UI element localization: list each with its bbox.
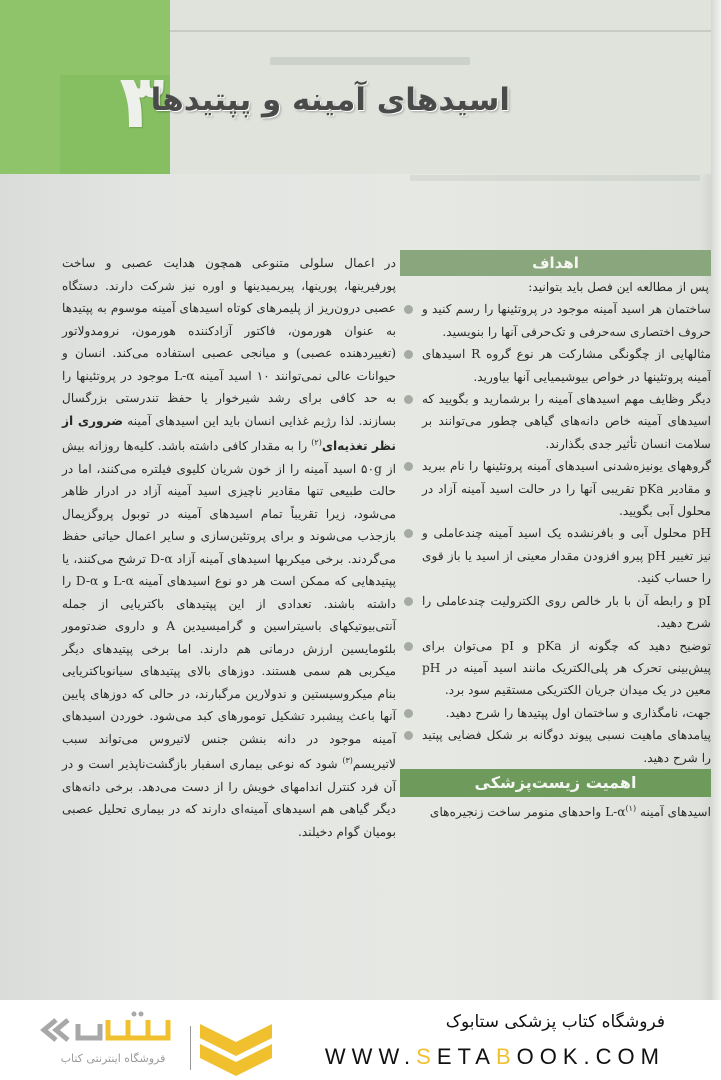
bullet-icon	[404, 597, 413, 606]
bullet-icon	[404, 731, 413, 740]
emphasis-term: ضروری از نظر تغذیه‌ای	[62, 413, 396, 454]
paragraph-text: در اعمال سلولی متنوعی همچون هدایت عصبی و ساخت پورفیرینها، پورینها، پیریمیدینها و اوره نیز شرکت دارند. دستگاه عصبی درون‌ریز از پلیمرهای کوتاه اسیدهای آمینه موسوم به پپتیدها به عنوان هورمون، فاکتور آزادکننده هورمون، نرومدولاتور (تغییردهنده عصبی) و میانجی عصبی استفاده می‌کند. انسان و حیوانات عالی نمی‌توانند ۱۰ اسید آمینه L-α موجود در پروتئینها را به حد کافی برای رشد شیرخوار یا حفظ تندرستی بزرگسال بسازند. لذا رژیم غذایی انسان باید این اسیدهای آمینه	[62, 256, 397, 428]
objective-item: pH محلول آبی و بافرنشده یک اسید آمینه چندعاملی و نیز تغییر pH پیرو افزودن مقدار معینی از اسید یا باز قوی را حساب کنید.	[400, 522, 711, 589]
store-banner	[0, 1000, 721, 1080]
bullet-icon	[404, 709, 413, 718]
bullet-icon	[404, 395, 413, 404]
page-edge	[711, 0, 721, 1000]
bullet-icon	[404, 305, 413, 314]
biomedical-text: اسیدهای آمینه $L-\alpha^{(۱)}$ واحدهای منومر ساخت زنجیره‌های	[429, 803, 711, 819]
chapter-number-block	[0, 0, 170, 174]
objective-item: مثالهایی از چگونگی مشارکت هر نوع گروه R اسیدهای آمینه پروتئینها در خواص بیوشیمیایی آنها بیاورید.	[400, 343, 711, 388]
logo-tagline: فروشگاه اینترنتی کتاب	[60, 1052, 166, 1065]
objective-item: توضیح دهید که چگونه از pKa و pI می‌توان برای پیش‌بینی تحرک هر پلی‌الکتریک مانند اسید آمینه در pH معین در یک میدان جریان الکتریکی مستقیم سود برد.	[400, 635, 711, 702]
header-divider	[170, 30, 711, 32]
bullet-icon	[404, 350, 413, 359]
objective-item: دیگر وظایف مهم اسیدهای آمینه را برشمارید و بگویید که اسیدهای آمینه خاص دانه‌های گیاهی چطور می‌توانند بر سلامت انسان تأثیر جدی بگذارند.	[400, 388, 711, 455]
objectives-column	[400, 250, 711, 823]
objectives-list	[400, 298, 711, 769]
objective-item: گروههای یونیزه‌شدنی اسیدهای آمینه پروتئینها را نام ببرید و مقادیر pKa تقریبی آنها را در حالت اسید آمینه آزاد در محلول آبی بگویید.	[400, 455, 711, 522]
bleed-through-text	[410, 175, 700, 181]
footnote-marker: (۳)	[342, 756, 353, 766]
paragraph-text: شود که نوعی بیماری اسفبار بازگشت‌ناپذیر است و در آن فرد کنترل اندامهای خویش را از دست می‌دهد. برخی دانه‌های دیگر گیاهی هم اسیدهای آمینه‌ای دارند که در بیماری تحلیل عصبی بومیان گوام دخیلند.	[62, 757, 396, 839]
bullet-icon	[404, 529, 413, 538]
objectives-heading: اهداف	[400, 250, 711, 276]
objective-item: پیامدهای ماهیت نسبی پیوند دوگانه بر شکل فضایی پپتید را شرح دهید.	[400, 724, 711, 769]
setabook-logo[interactable]	[38, 1010, 188, 1050]
logo-divider	[190, 1026, 191, 1070]
bullet-icon	[404, 462, 413, 471]
store-name: فروشگاه کتاب پزشکی ستابوک	[445, 1012, 665, 1032]
body-text-column	[62, 252, 396, 843]
footnote-marker: (۱)	[625, 803, 637, 813]
bleed-through-text	[270, 57, 470, 65]
bullet-icon	[404, 642, 413, 651]
objective-item: ساختمان هر اسید آمینه موجود در پروتئینها را رسم کنید و حروف اختصاری سه‌حرفی و تک‌حرفی آنها را بنویسید.	[400, 298, 711, 343]
biomedical-importance-heading: اهمیت زیست‌پزشکی	[400, 769, 711, 797]
objective-item: جهت، نامگذاری و ساختمان اول پپتیدها را شرح دهید.	[400, 702, 711, 724]
chapter-title: اسیدهای آمینه و پپتیدها	[150, 82, 510, 118]
objectives-intro: پس از مطالعه این فصل باید بتوانید:	[528, 280, 709, 294]
footnote-marker: (۲)	[311, 438, 322, 447]
paragraph-text: را به مقدار کافی داشته باشد. کلیه‌ها روزانه بیش از ۵۰g اسید آمینه را از خون شریان کلیوی فیلتره می‌کنند، اما در حالت طبیعی تنها مقادیر ناچیزی اسید آمینه آزاد در ادرار ظاهر می‌شود، زیرا تقریباً تمام اسیدهای آمینه در توبول پروگزیمال بازجذب می‌شوند و برای پروتئین‌سازی و سایر اعمال حیاتی حفظ می‌گردند. برخی میکربها اسیدهای آمینه آزاد D-α ترشح می‌کنند، یا پپتیدهایی که ممکن است هر دو نوع اسیدهای آمینه L-α و D-α را داشته باشند. تعدادی از این پپتیدهای باکتریایی از جمله آنتی‌بیوتیکهای باسیتراسین و گرامیسیدین A و داروی ضدتومور بلئومایسین ارزش درمانی هم دارند. اما برخی پپتیدهای دیگر میکربی هم سمی هستند. دوزهای بالای پپتیدهای سیانوباکتریایی بنام میکروسیستین و ندولارین مرگبارند، در حالی که دوزهای پایین آنها باعث پیشبرد تشکیل تومورهای کبد می‌شود. خوردن اسیدهای آمینه موجود در دانه بنشن جنس لاتیروس می‌تواند سبب لاتیریسم	[62, 439, 396, 772]
logo-wordmark-icon	[38, 1010, 188, 1050]
store-url-link[interactable]: WWW.SETABOOK.COM	[324, 1044, 665, 1069]
chapter-number: ۳	[119, 59, 165, 145]
objective-item: pI و رابطه آن با بار خالص روی الکترولیت چندعاملی را شرح دهید.	[400, 590, 711, 635]
chevron-logo-icon	[200, 1020, 272, 1080]
